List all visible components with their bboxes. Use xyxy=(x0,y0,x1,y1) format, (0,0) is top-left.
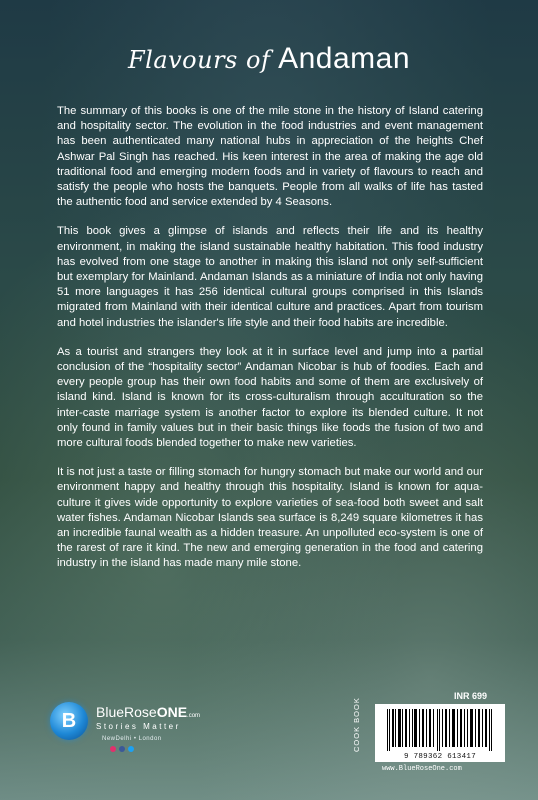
category-label: COOK BOOK xyxy=(352,697,361,752)
publisher-name xyxy=(96,704,200,720)
instagram-icon xyxy=(110,746,116,752)
blurb-paragraph: As a tourist and strangers they look at it in surface level and jump into a partial conclusion of the “hospitality sector” Andaman Nicobar is hub of foodies. Each and every people group has their own food habits and some of them are exclusively of island kind. Island is known for its cross-culturalism through acculturation so the inter-caste marriage system is another factor to explore its blended culture. It not only found in family values but in their basic things like foods the fusion of two and more cultural foods blended together to make new varieties. xyxy=(57,345,483,450)
barcode-icon xyxy=(385,709,497,751)
isbn-barcode xyxy=(375,704,505,762)
publisher-domain-tag: .com xyxy=(187,713,201,719)
publisher-name-light: BlueRose xyxy=(96,704,157,720)
publisher-name-bold: ONE xyxy=(156,704,188,720)
publisher-website: www.BlueRoseOne.com xyxy=(382,765,462,773)
book-title xyxy=(0,42,538,76)
publisher-tagline: Stories Matter xyxy=(96,722,181,731)
title-main-part: Andaman xyxy=(278,42,411,75)
title-script-part: Flavours of xyxy=(127,46,271,74)
publisher-cities: NewDelhi • London xyxy=(102,736,162,742)
blurb-paragraph: This book gives a glimpse of islands and reflects their life and its healthy environment, in making the island sustainable healthy habitation. This food industry has evolved from one stage to another in making this island not only self-sufficient but exemplary for Mainland. Andaman Islands as a miniature of India not only having 51 more languages it has 256 identical cultural groups comprised in this Islands migrated from Mainland with their identical culture and practices. Apart from tourism and hotel industries the islander's life style and their food habits are incredible. xyxy=(57,225,483,329)
blurb xyxy=(57,104,483,586)
social-icons xyxy=(110,746,134,752)
isbn-number: 9 789362 613417 xyxy=(403,753,476,761)
price-label: INR 699 xyxy=(454,691,488,701)
publisher-logo xyxy=(50,696,220,766)
twitter-icon xyxy=(128,746,134,752)
publisher-logo-icon: B xyxy=(50,702,88,740)
blurb-paragraph: It is not just a taste or filling stomach for hungry stomach but make our world and our environment happy and healthy through this hospitality. Island is known for aqua-culture it gives wide opportunity to explore varieties of sea-food both sweet and salt water fishes. Andaman Nicobar Islands sea surface is 8,249 square kilometres it has an incredible faunal wealth as a hidden treasure. An unpolluted eco-system is one of the rarest of rare it kind. The new and emerging generation in the food and catering industry in the island has made many mile stone. xyxy=(57,466,483,570)
blurb-paragraph: The summary of this books is one of the mile stone in the history of Island catering and hospitality sector. The evolution in the food industries and event management has been authenticated many national hubs in appreciation of the heights Chef Ashwar Pal Singh has reached. His keen interest in the area of making the age old traditional food and emerging modern foods and in variety of flavours to reach and satisfy the people who hosts the banquets. People from all walks of life has tasted the authentic food and service extended by 4 Seasons. xyxy=(57,105,483,209)
facebook-icon xyxy=(119,746,125,752)
